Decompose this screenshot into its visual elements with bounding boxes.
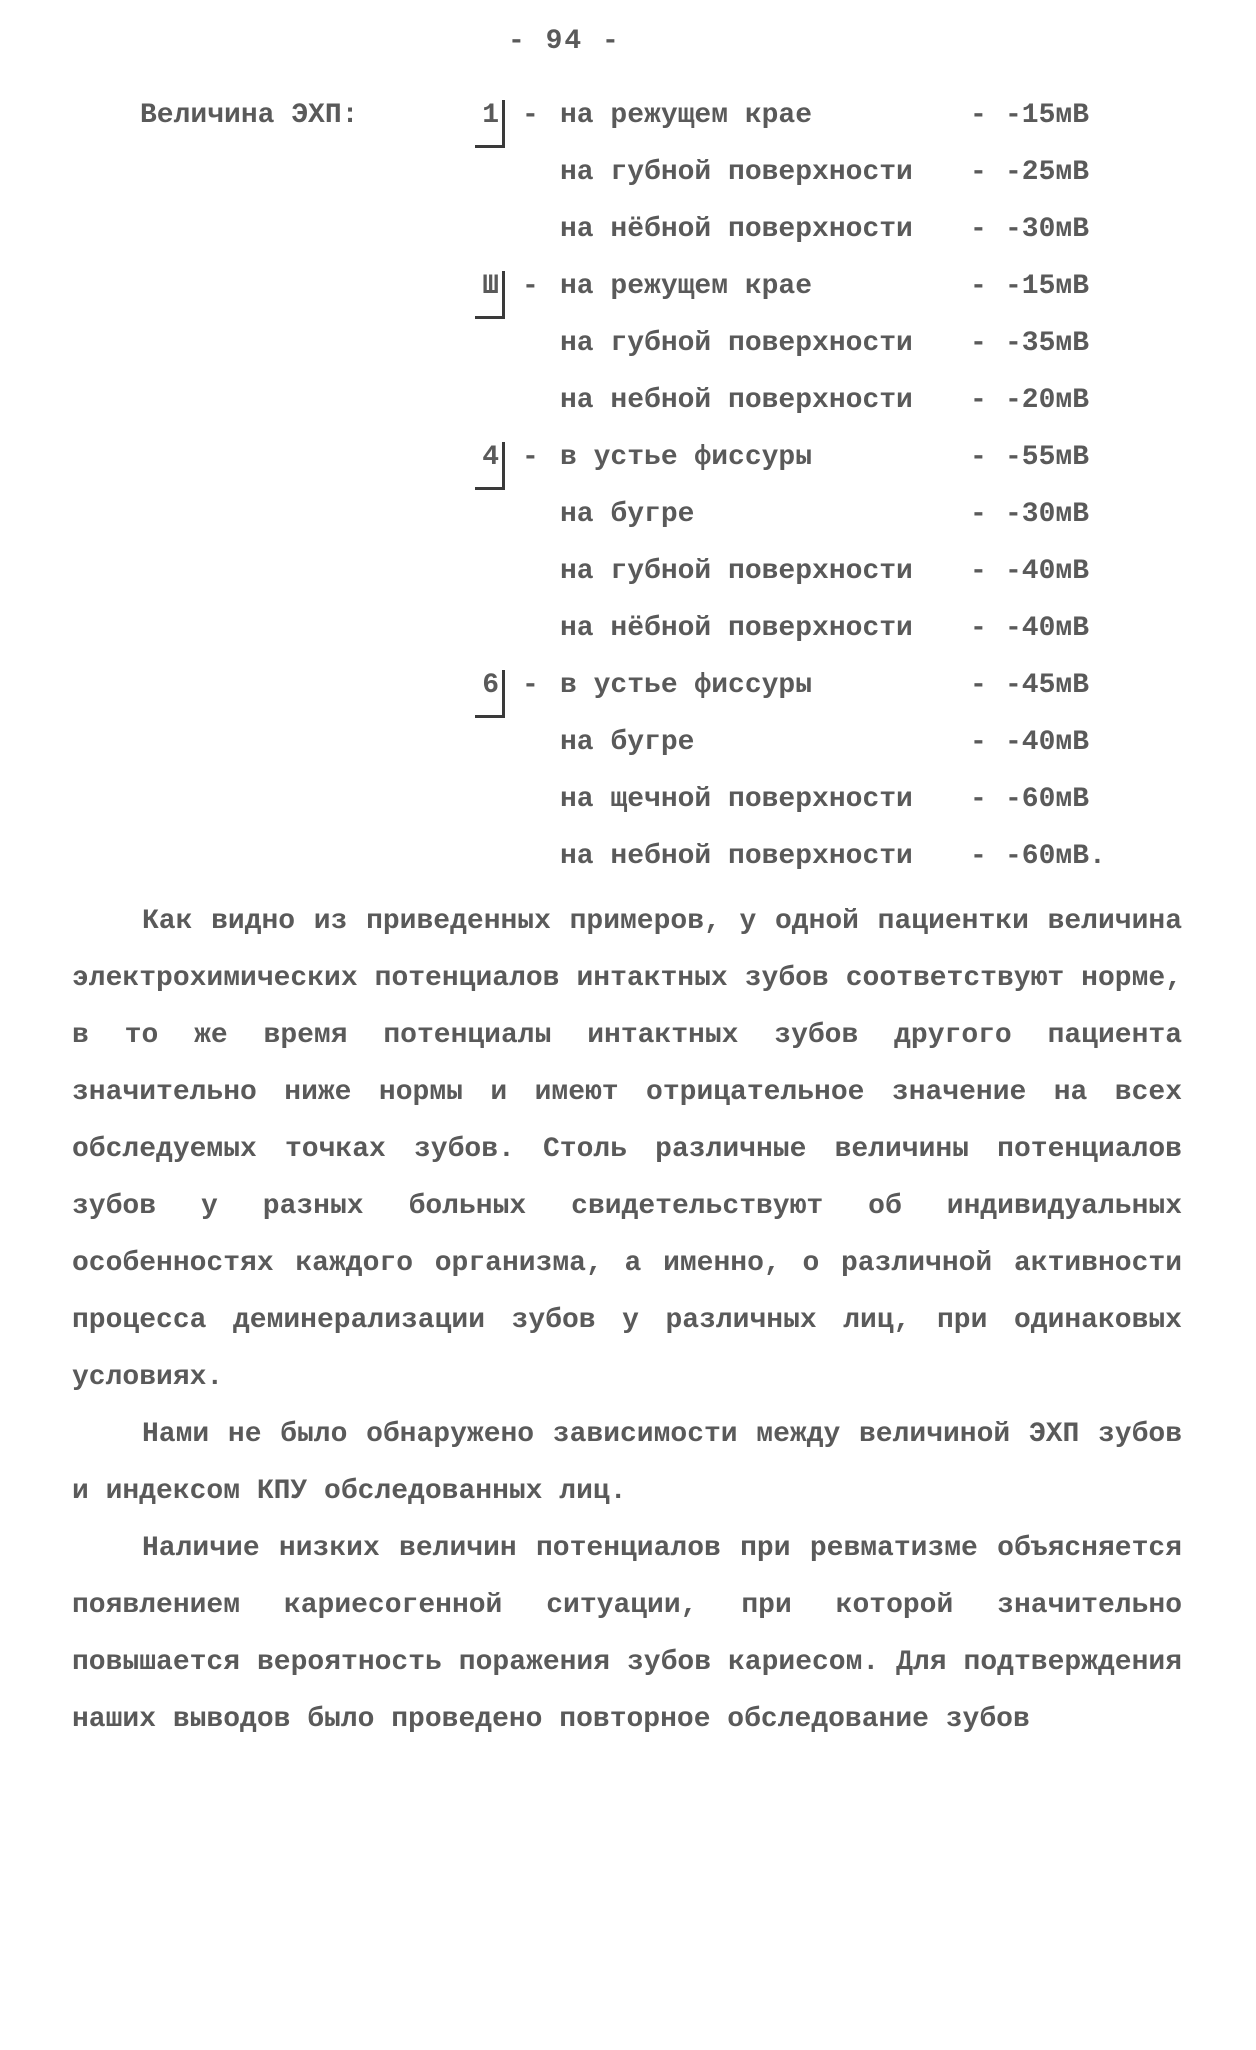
separator-dash: - [970, 556, 987, 587]
measurement-location: на губной поверхности [560, 157, 913, 188]
separator-dash: - [970, 385, 987, 416]
separator-dash: - [970, 499, 987, 530]
measurement-value: -40мВ [1005, 556, 1090, 587]
separator-dash: - [970, 841, 987, 872]
separator-dash: - [970, 100, 987, 131]
measurement-value: -60мВ [1005, 784, 1090, 815]
measurement-location: на нёбной поверхности [560, 214, 913, 245]
measurement-location: на губной поверхности [560, 556, 913, 587]
paragraph: Наличие низких величин потенциалов при ревматизме объясняется появлением кариесогенной ситуации, при которой значительно повышается вероятность поражения зубов кариесом. Для подтверждения наших выводов было проведено повторное обследование зубов [72, 1533, 1182, 1735]
tooth-label: Ш [465, 271, 505, 311]
separator-dash: - [970, 271, 987, 302]
measurement-location: в устье фиссуры [560, 442, 813, 473]
measurement-value: -40мВ [1005, 727, 1090, 758]
separator-dash: - [970, 328, 987, 359]
measurement-location: на нёбной поверхности [560, 613, 913, 644]
separator-dash: - [522, 271, 539, 302]
measurement-value: -40мВ [1005, 613, 1090, 644]
measurement-location: на небной поверхности [560, 841, 913, 872]
separator-dash: - [970, 670, 987, 701]
tooth-label: 4 [465, 442, 505, 482]
measurement-location: на бугре [560, 727, 695, 758]
measurement-value: -25мВ [1005, 157, 1090, 188]
tooth-label: 1 [465, 100, 505, 140]
paragraph: Как видно из приведенных примеров, у одной пациентки величина электрохимических потенциалов интактных зубов соответствуют норме, в то же время потенциалы интактных зубов другого пациента значительно ниже нормы и имеют отрицательное значение на всех обследуемых точках зубов. Столь различные величины потенциалов зубов у разных больных свидетельствуют об индивидуальных особенностях каждого организма, а именно, о различной активности процесса деминерализации зубов у различных лиц, при одинаковых условиях. [72, 906, 1182, 1393]
separator-dash: - [970, 784, 987, 815]
measurement-location: на бугре [560, 499, 695, 530]
lead-label: Величина ЭХП: [140, 100, 359, 131]
measurement-value: -15мВ [1005, 100, 1090, 131]
paragraph: Нами не было обнаружено зависимости между величиной ЭХП зубов и индексом КПУ обследованных лиц. [72, 1419, 1182, 1507]
separator-dash: - [522, 670, 539, 701]
separator-dash: - [970, 214, 987, 245]
separator-dash: - [970, 157, 987, 188]
separator-dash: - [970, 613, 987, 644]
measurement-location: на губной поверхности [560, 328, 913, 359]
measurement-value: -30мВ [1005, 499, 1090, 530]
tooth-label: 6 [465, 670, 505, 710]
measurement-value: -30мВ [1005, 214, 1090, 245]
measurement-location: на режущем крае [560, 271, 813, 302]
measurement-location: в устье фиссуры [560, 670, 813, 701]
measurement-location: на режущем крае [560, 100, 813, 131]
measurement-location: на щечной поверхности [560, 784, 913, 815]
page-number: - 94 - [508, 26, 621, 57]
measurement-value: -60мВ. [1005, 841, 1106, 872]
separator-dash: - [970, 727, 987, 758]
body-text [72, 893, 1182, 1748]
measurement-value: -45мВ [1005, 670, 1090, 701]
separator-dash: - [970, 442, 987, 473]
measurement-value: -15мВ [1005, 271, 1090, 302]
separator-dash: - [522, 100, 539, 131]
measurement-value: -20мВ [1005, 385, 1090, 416]
measurement-value: -35мВ [1005, 328, 1090, 359]
separator-dash: - [522, 442, 539, 473]
measurement-location: на небной поверхности [560, 385, 913, 416]
measurement-value: -55мВ [1005, 442, 1090, 473]
